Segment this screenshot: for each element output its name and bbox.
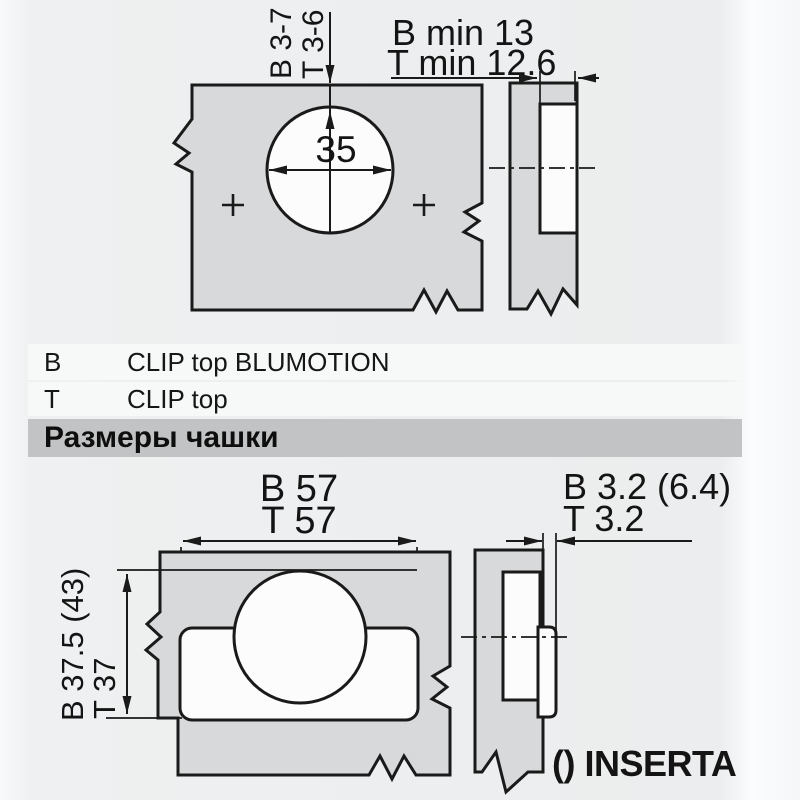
section-header-band [28,419,742,457]
legend-value-b: CLIP top BLUMOTION [127,346,390,377]
legend-key-t: T [44,383,60,414]
flange-height-label-t: T 37 [87,657,122,719]
edge-gap-label-t: T 3-6 [297,9,330,79]
cup-circle-bottom [234,571,366,703]
section-title: Размеры чашки [44,421,279,454]
cup-bore-side-bottom [503,572,540,700]
flange-protrusion-label-b: B 3.2 (6.4) [563,466,732,507]
min-depth-label-t: T min 12.6 [387,42,557,83]
legend-key-b: B [44,346,62,377]
flange-width-label-t: T 57 [261,500,337,542]
legend-row-blumotion [28,344,742,380]
edge-gap-label-b: B 3-7 [265,7,298,79]
flange-height-label-b: B 37.5 (43) [55,567,90,721]
min-depth-label-b: B min 13 [392,12,535,53]
cup-drilling-drawing [174,7,599,314]
flange-width-label-b: B 57 [259,468,339,510]
cup-diameter-value: 35 [315,129,357,170]
flange-side-profile [538,627,556,717]
inserta-note: () INSERTA [552,743,737,784]
legend-row-cliptop [28,382,742,416]
flange-height-dimension [55,568,127,721]
legend-value-t: CLIP top [127,383,228,414]
flange-protrusion-label-t: T 3.2 [563,498,645,539]
cup-dimensions-drawing [55,466,737,792]
